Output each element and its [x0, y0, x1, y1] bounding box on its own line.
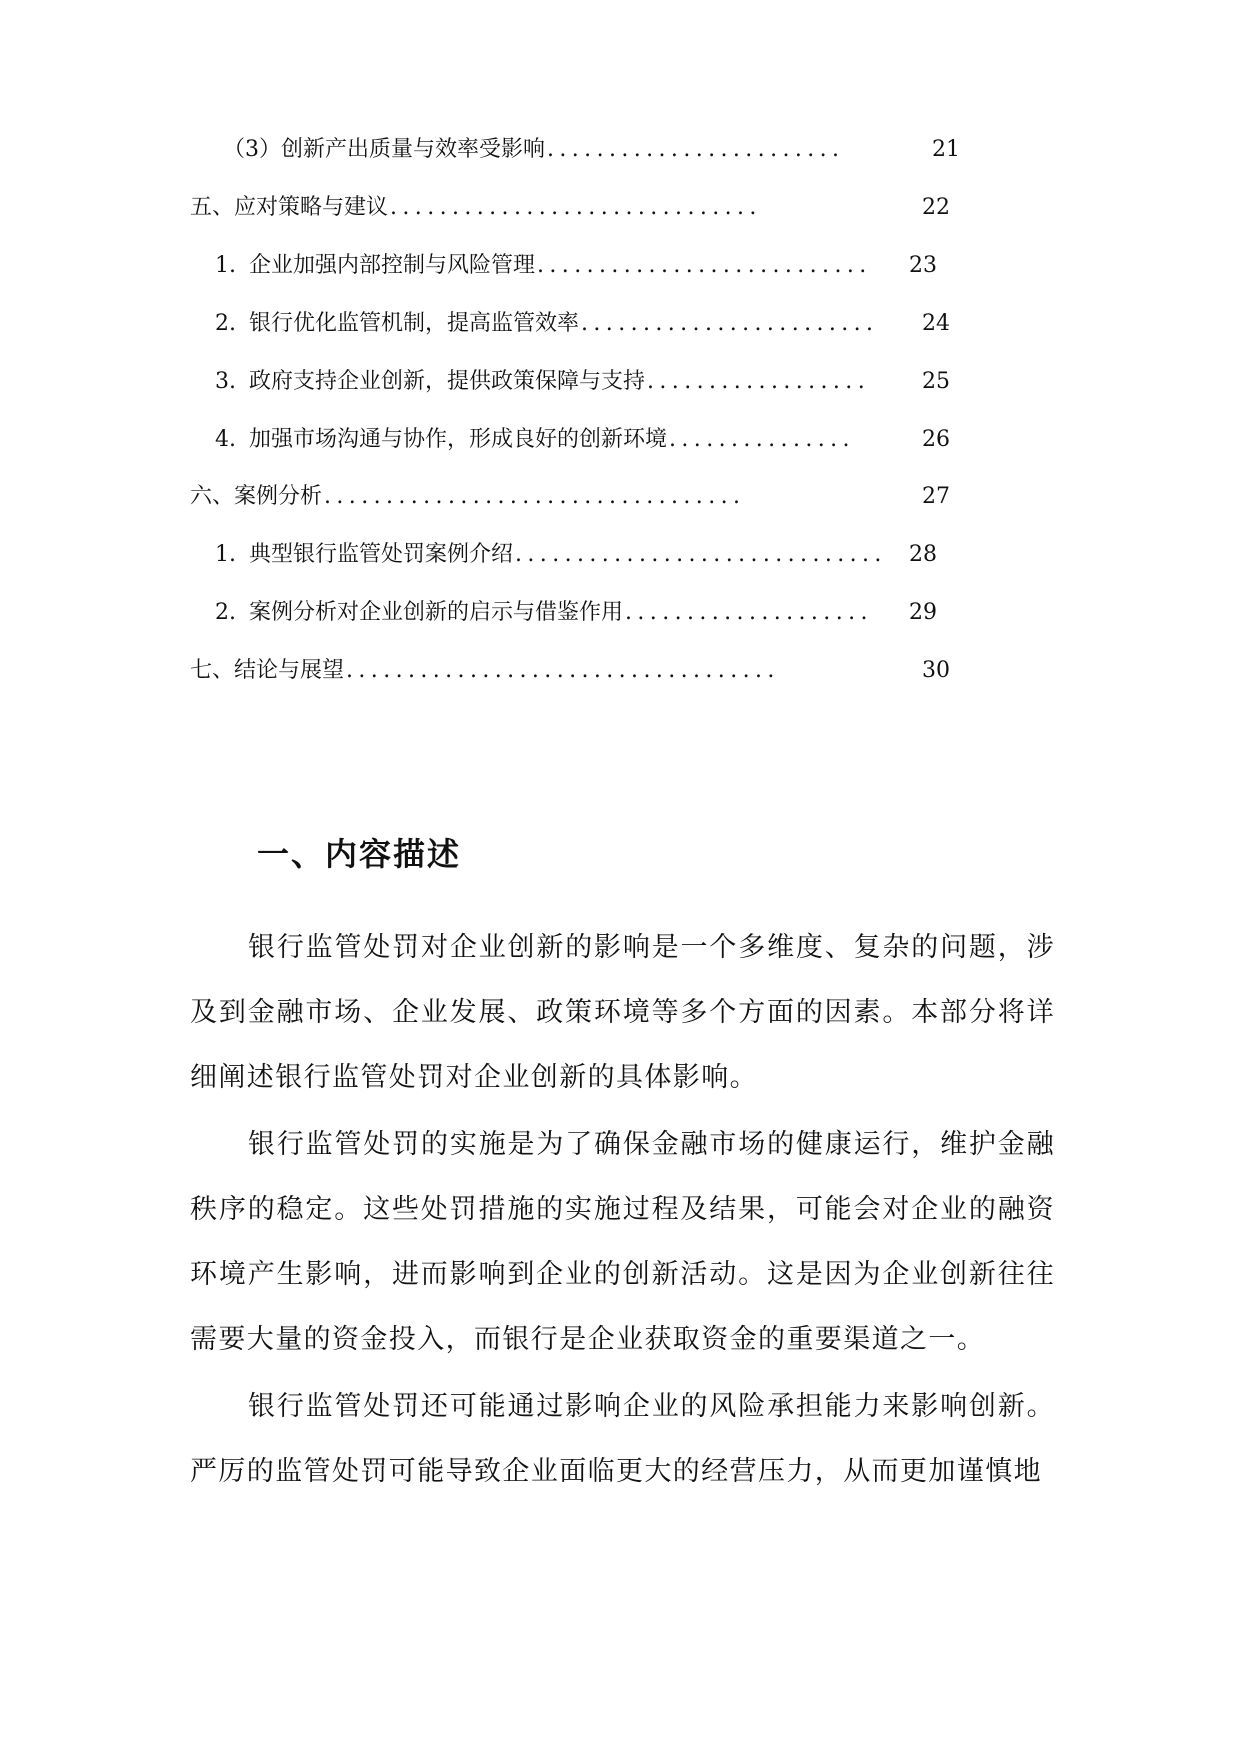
toc-entry-title: 案例分析对企业创新的启示与借鉴作用: [249, 600, 624, 625]
toc-page-number: 27: [922, 484, 950, 509]
toc-entry-title: 企业加强内部控制与风险管理: [249, 253, 536, 278]
toc-entry-title: 六、案例分析: [190, 484, 323, 509]
body-paragraph: 银行监管处罚的实施是为了确保金融市场的健康运行，维护金融秩序的稳定。这些处罚措施的实施过程及结果，可能会对企业的融资环境产生影响，进而影响到企业的创新活动。这是因为企业创新往往需要大量的资金投入，而银行是企业获取资金的重要渠道之一。: [190, 1129, 1055, 1355]
toc-entry-number: 2.: [215, 311, 236, 336]
toc-entry-number: 1.: [215, 253, 236, 278]
body-paragraph: 银行监管处罚对企业创新的影响是一个多维度、复杂的问题，涉及到金融市场、企业发展、政策环境等多个方面的因素。本部分将详细阐述银行监管处罚对企业创新的具体影响。: [190, 932, 1055, 1093]
toc-dot-leader: ..................................: [324, 484, 746, 509]
toc-entry-number: 2.: [215, 600, 236, 625]
section-body: [190, 915, 1055, 1504]
toc-page-number: 25: [922, 369, 950, 394]
toc-entry-title: 五、应对策略与建议: [190, 195, 389, 220]
toc-entry[interactable]: [190, 482, 950, 512]
toc-dot-leader: ..................: [647, 369, 871, 394]
toc-entry-number: 4.: [215, 427, 236, 452]
toc-entry-title: （3）创新产出质量与效率受影响: [223, 137, 545, 162]
toc-entry-title: 典型银行监管处罚案例介绍: [249, 542, 514, 567]
toc-dot-leader: ..............................: [515, 542, 887, 567]
toc-page-number: 22: [922, 195, 950, 220]
toc-page-number: 30: [922, 658, 950, 683]
toc-entry-title: 七、结论与展望: [190, 658, 345, 683]
body-paragraph: 银行监管处罚还可能通过影响企业的风险承担能力来影响创新。严厉的监管处罚可能导致企业面临更大的经营压力，从而更加谨慎地: [190, 1391, 1055, 1487]
section-heading: 一、内容描述: [257, 835, 462, 873]
toc-page-number: 29: [909, 600, 937, 625]
toc-dot-leader: ...........................: [537, 253, 872, 278]
toc-dot-leader: ........................: [547, 137, 845, 162]
toc-entry-title: 政府支持企业创新，提供政策保障与支持: [249, 369, 646, 394]
toc-page-number: 24: [922, 311, 950, 336]
toc-page-number: 23: [909, 253, 937, 278]
toc-entry-title: 加强市场沟通与协作，形成良好的创新环境: [249, 427, 668, 452]
toc-entry[interactable]: [190, 656, 950, 686]
toc-entry[interactable]: [215, 367, 950, 397]
toc-dot-leader: ...............: [669, 427, 855, 452]
toc-dot-leader: ..............................: [390, 195, 762, 220]
toc-entry[interactable]: [190, 193, 950, 223]
toc-entry[interactable]: [215, 598, 937, 628]
toc-entry[interactable]: [215, 540, 937, 570]
toc-entry[interactable]: [223, 135, 960, 165]
toc-entry-title: 银行优化监管机制，提高监管效率: [249, 311, 580, 336]
toc-page-number: 21: [932, 137, 960, 162]
toc-dot-leader: ....................: [625, 600, 873, 625]
toc-dot-leader: ...................................: [346, 658, 780, 683]
toc-entry-number: 3.: [215, 369, 236, 394]
toc-page-number: 26: [922, 427, 950, 452]
toc-entry[interactable]: [215, 309, 950, 339]
toc-entry[interactable]: [215, 425, 950, 455]
toc-page-number: 28: [909, 542, 937, 567]
toc-dot-leader: ........................: [581, 311, 879, 336]
toc-entry-number: 1.: [215, 542, 236, 567]
toc-entry[interactable]: [215, 251, 937, 281]
